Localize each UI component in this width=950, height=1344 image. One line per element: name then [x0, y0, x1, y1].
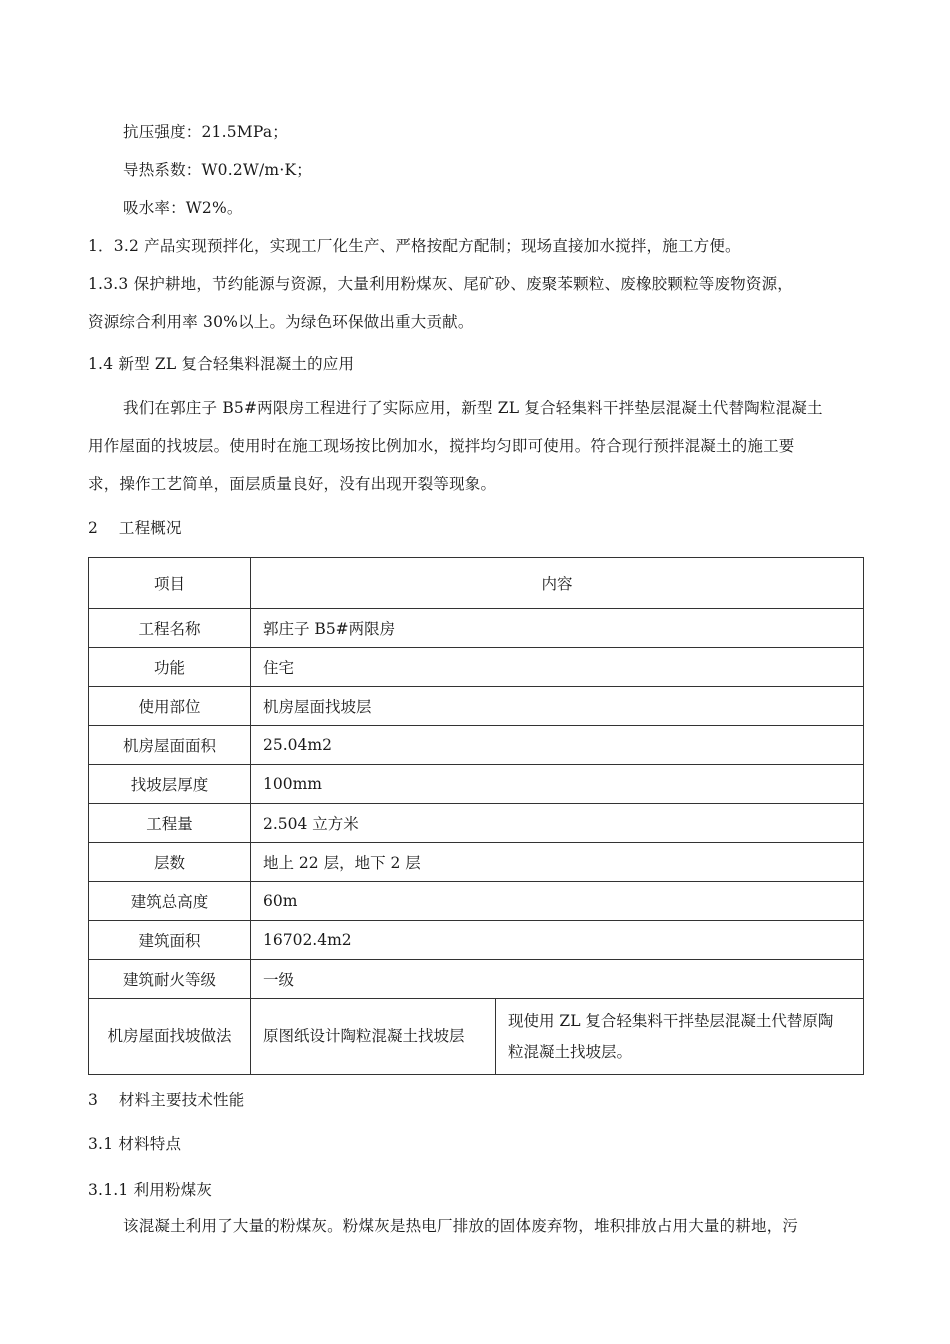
- table-row-slope-method: [89, 999, 864, 1075]
- row-label: 层数: [89, 843, 251, 882]
- heading-3: 3 材料主要技术性能: [88, 1091, 245, 1109]
- row-label: 使用部位: [89, 687, 251, 726]
- paragraph-1-4-line3: 求，操作工艺简单，面层质量良好，没有出现开裂等现象。: [88, 475, 497, 493]
- table-row: [89, 765, 864, 804]
- heading-3-1-1: 3.1.1 利用粉煤灰: [88, 1181, 213, 1199]
- row-value: 60m: [251, 882, 864, 921]
- table-row: [89, 960, 864, 999]
- table-row: [89, 921, 864, 960]
- spec-water-absorption: 吸水率：W2%。: [123, 199, 243, 217]
- original-design-cell: 原图纸设计陶粒混凝土找坡层: [251, 999, 496, 1075]
- heading-3-1: 3.1 材料特点: [88, 1135, 182, 1153]
- row-value: 16702.4m2: [251, 921, 864, 960]
- row-label: 找坡层厚度: [89, 765, 251, 804]
- row-value: 地上 22 层，地下 2 层: [251, 843, 864, 882]
- table-row: [89, 804, 864, 843]
- heading-1-4: 1.4 新型 ZL 复合轻集料混凝土的应用: [88, 355, 355, 373]
- header-content: 内容: [251, 558, 864, 609]
- current-design-line2: 粒混凝土找坡层。: [508, 1042, 633, 1061]
- paragraph-1-4-line1: 我们在郭庄子 B5#两限房工程进行了实际应用，新型 ZL 复合轻集料干拌垫层混凝土代替陶粒混凝土: [123, 399, 823, 417]
- row-value: 机房屋面找坡层: [251, 687, 864, 726]
- project-overview-table: [88, 557, 864, 1075]
- row-value: 郭庄子 B5#两限房: [251, 609, 864, 648]
- table-row: [89, 726, 864, 765]
- paragraph-1-4-line2: 用作屋面的找坡层。使用时在施工现场按比例加水，搅拌均匀即可使用。符合现行预拌混凝土的施工要: [88, 437, 795, 455]
- paragraph-3-1-1-line1: 该混凝土利用了大量的粉煤灰。粉煤灰是热电厂排放的固体废弃物，堆积排放占用大量的耕地，污: [123, 1217, 799, 1235]
- table-row: [89, 843, 864, 882]
- table-header-row: [89, 558, 864, 609]
- table-row: [89, 648, 864, 687]
- spec-compressive-strength: 抗压强度：21.5MPa；: [123, 123, 288, 141]
- row-label: 建筑面积: [89, 921, 251, 960]
- row-label: 工程名称: [89, 609, 251, 648]
- current-design-cell: [496, 999, 864, 1075]
- row-label: 功能: [89, 648, 251, 687]
- table-row: [89, 609, 864, 648]
- heading-2: 2 工程概况: [88, 519, 182, 537]
- current-design-line1: 现使用 ZL 复合轻集料干拌垫层混凝土代替原陶: [508, 1011, 834, 1030]
- row-value: 住宅: [251, 648, 864, 687]
- header-item: 项目: [89, 558, 251, 609]
- row-label: 建筑总高度: [89, 882, 251, 921]
- row-label: 机房屋面面积: [89, 726, 251, 765]
- paragraph-1-3-3-line1: 1.3.3 保护耕地，节约能源与资源，大量利用粉煤灰、尾矿砂、废聚苯颗粒、废橡胶颗粒等废物资源，: [88, 275, 793, 293]
- row-label: 机房屋面找坡做法: [89, 999, 251, 1075]
- paragraph-1-3-3-line2: 资源综合利用率 30%以上。为绿色环保做出重大贡献。: [88, 313, 474, 331]
- row-value: 2.504 立方米: [251, 804, 864, 843]
- paragraph-1-3-2: 1．3.2 产品实现预拌化，实现工厂化生产、严格按配方配制；现场直接加水搅拌，施工方便。: [88, 237, 741, 255]
- row-label: 建筑耐火等级: [89, 960, 251, 999]
- row-value: 一级: [251, 960, 864, 999]
- table-row: [89, 882, 864, 921]
- row-value: 100mm: [251, 765, 864, 804]
- spec-thermal-conductivity: 导热系数：W0.2W/m·K；: [123, 161, 312, 179]
- row-label: 工程量: [89, 804, 251, 843]
- row-value: 25.04m2: [251, 726, 864, 765]
- table-row: [89, 687, 864, 726]
